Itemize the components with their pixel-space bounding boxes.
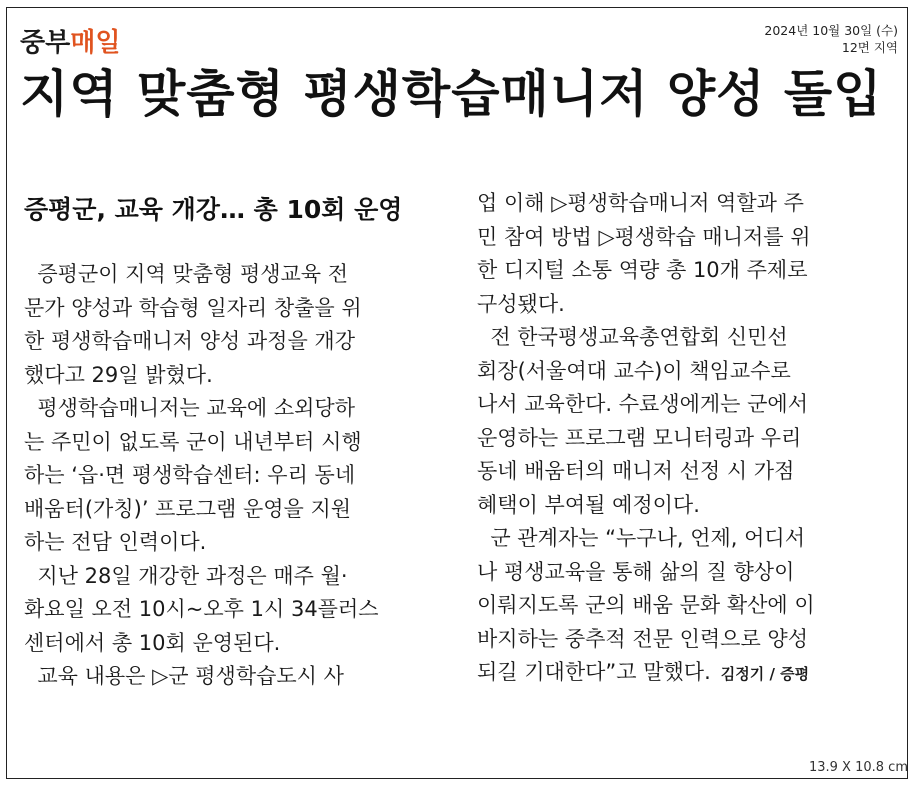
body-line: 군 관계자는 “누구나, 언제, 어디서 [477, 526, 805, 550]
newspaper-logo: 중부매일 [20, 28, 121, 58]
body-line: 민 참여 방법 ▷평생학습 매니저를 위 [477, 224, 811, 249]
body-line: 동네 배움터의 매니저 선정 시 가점 [477, 459, 795, 483]
body-line: 하는 ‘읍·면 평생학습센터: 우리 동네 [24, 463, 356, 487]
body-line: 전 한국평생교육총연합회 신민선 [477, 325, 788, 349]
headline: 지역 맞춤형 평생학습매니저 양성 돌입 [20, 65, 883, 123]
article-column-left [24, 258, 444, 694]
body-line: 한 평생학습매니저 양성 과정을 개강 [24, 329, 355, 353]
body-line: 지난 28일 개강한 과정은 매주 월· [24, 563, 348, 588]
body-line: 배움터(가칭)’ 프로그램 운영을 지원 [24, 496, 352, 521]
body-line: 나 평생교육을 통해 삶의 질 향상이 [477, 559, 795, 584]
article-column-right [477, 187, 897, 692]
body-line: 교육 내용은 ▷군 평생학습도시 사 [24, 664, 344, 688]
body-line: 혜택이 부여될 예정이다. [477, 492, 700, 517]
issue-meta [764, 22, 898, 56]
body-line: 했다고 29일 밝혔다. [24, 362, 213, 387]
body-line: 문가 양성과 학습형 일자리 창출을 위 [24, 295, 362, 320]
body-line: 는 주민이 없도록 군이 내년부터 시행 [24, 429, 362, 454]
body-line: 이뤄지도록 군의 배움 문화 확산에 이 [477, 593, 815, 617]
subheadline: 증평군, 교육 개강… 총 10회 운영 [24, 195, 403, 224]
body-line: 회장(서울여대 교수)이 책임교수로 [477, 358, 791, 383]
body-line: 평생학습매니저는 교육에 소외당하 [24, 396, 355, 420]
clip-size: 13.9 X 10.8 cm [808, 760, 908, 775]
body-line: 바지하는 중추적 전문 인력으로 양성 [477, 626, 808, 651]
issue-date: 2024년 10월 30일 (수) [764, 23, 898, 38]
body-line: 구성됐다. [477, 291, 565, 316]
byline: 김정기 / 증평 [720, 665, 810, 683]
body-line: 증평군이 지역 맞춤형 평생교육 전 [24, 262, 349, 286]
body-line-last [477, 656, 897, 692]
body-line: 센터에서 총 10회 운영된다. [24, 630, 281, 655]
body-line: 나서 교육한다. 수료생에게는 군에서 [477, 392, 808, 416]
body-line: 화요일 오전 10시~오후 1시 34플러스 [24, 597, 379, 621]
body-line: 한 디지털 소통 역량 총 10개 주제로 [477, 258, 808, 282]
page-section: 12면 지역 [841, 40, 898, 55]
body-line: 업 이해 ▷평생학습매니저 역할과 주 [477, 191, 804, 215]
closing-text: 되길 기대한다”고 말했다. [477, 660, 711, 684]
body-line: 운영하는 프로그램 모니터링과 우리 [477, 425, 802, 450]
body-line: 하는 전담 인력이다. [24, 530, 207, 554]
